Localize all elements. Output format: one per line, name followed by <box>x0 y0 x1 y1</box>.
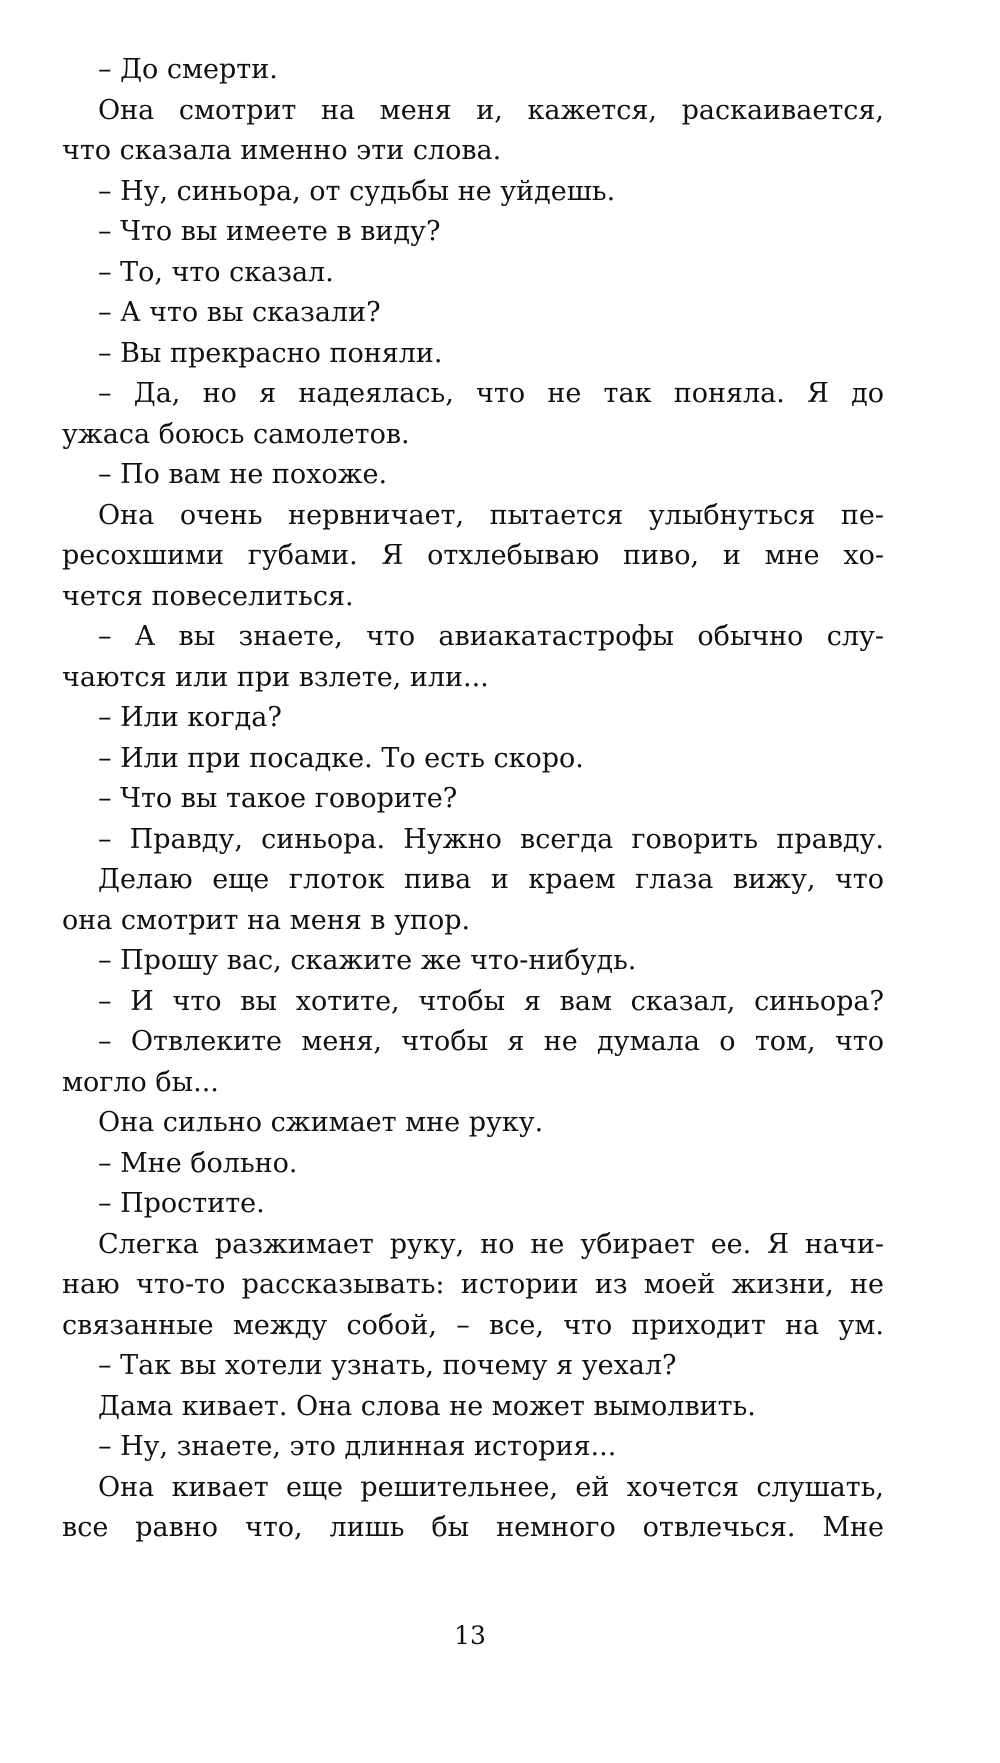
text-line: ресохшими губами. Я отхлебываю пиво, и мне хо- <box>62 540 884 571</box>
text-line: – По вам не похоже. <box>98 459 388 490</box>
text-line: Она смотрит на меня и, кажется, раскаивается, <box>98 94 884 126</box>
text-line: все равно что, лишь бы немного отвлечься. Мне <box>62 1512 884 1543</box>
text-line: – Или при посадке. То есть скоро. <box>98 742 584 774</box>
text-line: Она сильно сжимает мне руку. <box>98 1107 544 1138</box>
text-line: – Отвлеките меня, чтобы я не думала о том, что <box>98 1026 884 1057</box>
text-line: Она очень нервничает, пытается улыбнуться пе- <box>98 499 884 531</box>
text-line: ужаса боюсь самолетов. <box>62 418 410 450</box>
text-line: она смотрит на меня в упор. <box>62 904 471 936</box>
body-text <box>62 50 884 1549</box>
text-line: – Прошу вас, скажите же что-нибудь. <box>98 945 637 976</box>
text-line: – Так вы хотели узнать, почему я уехал? <box>98 1350 677 1381</box>
text-line: Делаю еще глоток пива и краем глаза вижу, что <box>98 864 884 895</box>
text-line: – Правду, синьора. Нужно всегда говорить правду. <box>98 823 884 855</box>
text-line: – То, что сказал. <box>98 256 334 288</box>
text-line: чаются или при взлете, или... <box>62 661 489 693</box>
text-line: Слегка разжимает руку, но не убирает ее. Я начи- <box>98 1228 884 1260</box>
text-line: – Ну, синьора, от судьбы не уйдешь. <box>98 175 616 207</box>
text-line: чется повеселиться. <box>62 580 354 612</box>
page-number: 13 <box>454 1621 486 1650</box>
text-line: – Мне больно. <box>98 1147 298 1179</box>
text-line: – До смерти. <box>98 54 278 85</box>
text-line: Дама кивает. Она слова не может вымолвить. <box>98 1390 756 1422</box>
text-line: связанные между собой, – все, что приходит на ум. <box>62 1309 884 1341</box>
text-line: Она кивает еще решительнее, ей хочется слушать, <box>98 1471 884 1503</box>
text-line: – Что вы имеете в виду? <box>98 216 441 247</box>
text-line: – Ну, знаете, это длинная история... <box>98 1431 617 1462</box>
text-line: – Простите. <box>98 1188 265 1219</box>
text-line: что сказала именно эти слова. <box>62 135 502 166</box>
text-line: могло бы... <box>62 1066 219 1098</box>
text-line: – Что вы такое говорите? <box>98 783 458 814</box>
text-line: – А вы знаете, что авиакатастрофы обычно слу- <box>98 621 884 652</box>
text-line: – Или когда? <box>98 702 282 733</box>
text-line: – И что вы хотите, чтобы я вам сказал, синьора? <box>98 985 884 1017</box>
text-line: – А что вы сказали? <box>98 297 381 328</box>
text-line: наю что-то рассказывать: истории из моей жизни, не <box>62 1269 884 1300</box>
text-line: – Вы прекрасно поняли. <box>98 337 443 369</box>
text-line: – Да, но я надеялась, что не так поняла. Я до <box>98 378 884 409</box>
